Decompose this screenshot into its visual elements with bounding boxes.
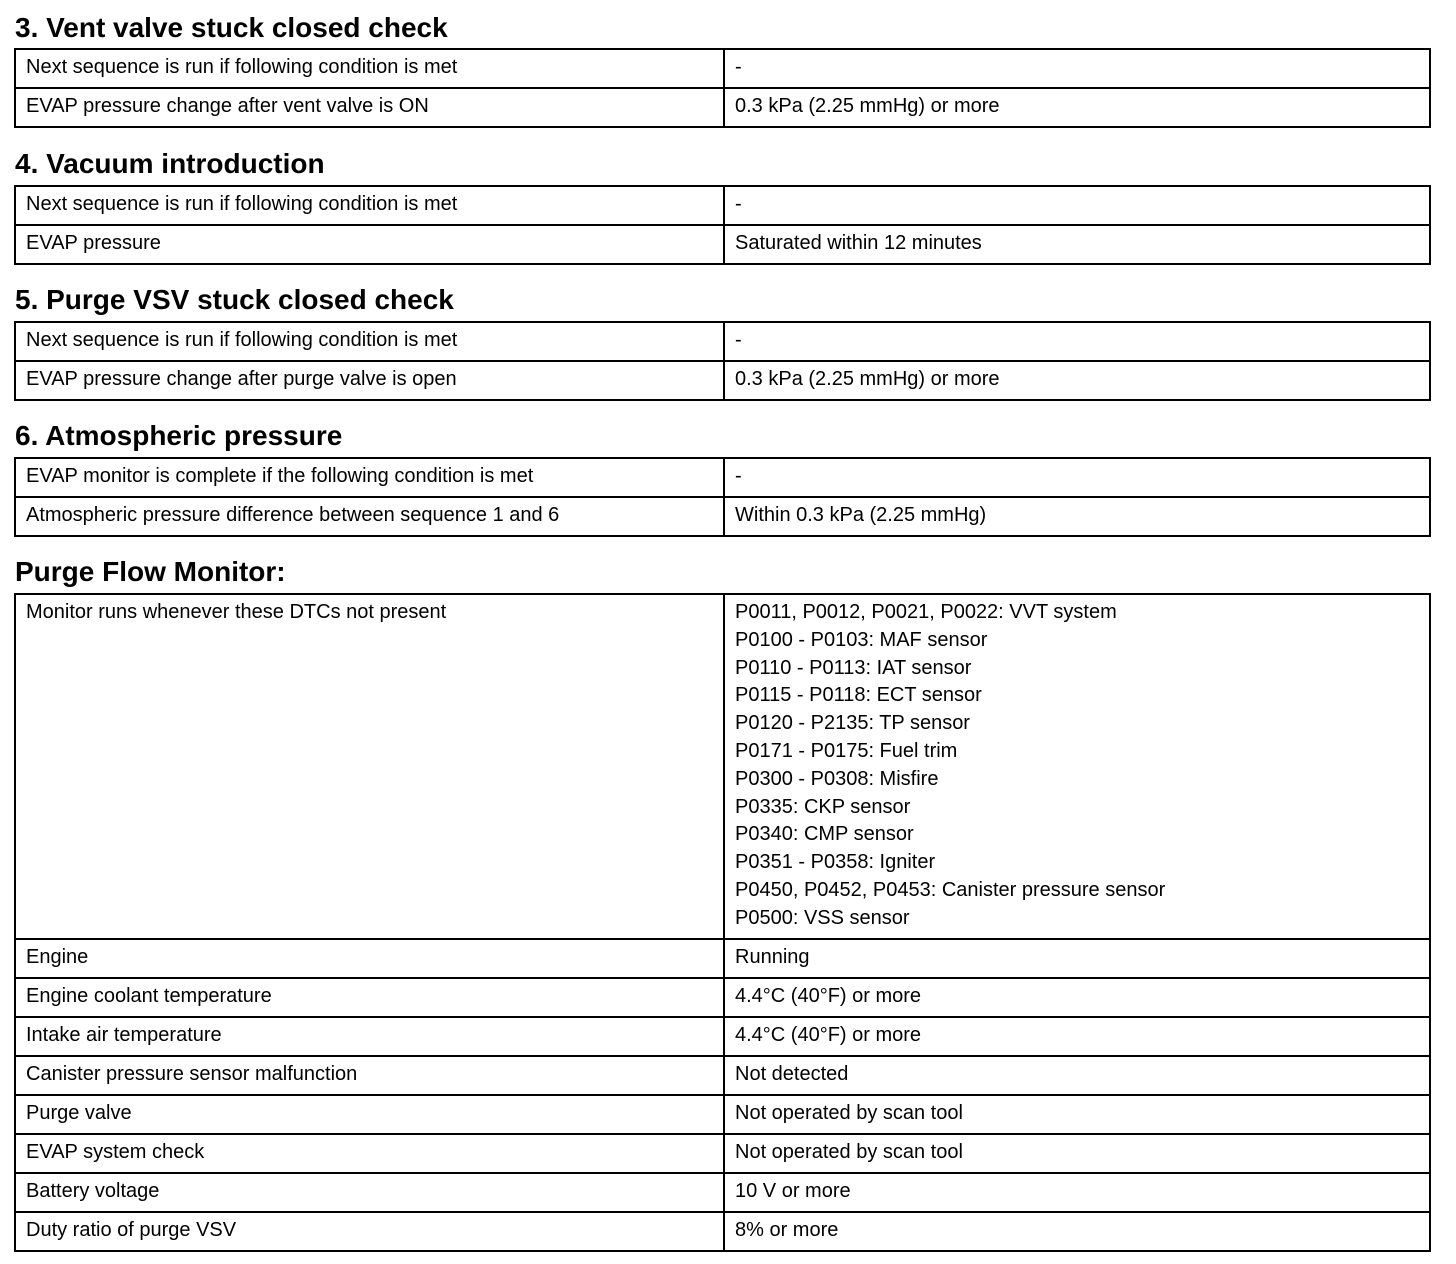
condition-label: Next sequence is run if following condition is met xyxy=(15,49,724,88)
table-row xyxy=(15,225,1430,264)
condition-label: Purge valve xyxy=(15,1095,724,1134)
condition-label: Next sequence is run if following condition is met xyxy=(15,186,724,225)
condition-label: Next sequence is run if following condition is met xyxy=(15,322,724,361)
dtc-item: P0450, P0452, P0453: Canister pressure sensor xyxy=(735,878,1166,901)
condition-label: EVAP system check xyxy=(15,1134,724,1173)
condition-label: Engine xyxy=(15,939,724,978)
table-row xyxy=(15,978,1430,1017)
table-row xyxy=(15,939,1430,978)
dtc-item: P0110 - P0113: IAT sensor xyxy=(735,656,972,679)
condition-value: - xyxy=(724,186,1430,225)
dtc-item: P0300 - P0308: Misfire xyxy=(735,767,939,790)
condition-value: - xyxy=(724,322,1430,361)
condition-label: Battery voltage xyxy=(15,1173,724,1212)
dtc-item: P0115 - P0118: ECT sensor xyxy=(735,684,982,707)
condition-value: 4.4°C (40°F) or more xyxy=(724,1017,1430,1056)
table-row xyxy=(15,1017,1430,1056)
condition-label: Canister pressure sensor malfunction xyxy=(15,1056,724,1095)
condition-value: 4.4°C (40°F) or more xyxy=(724,978,1430,1017)
condition-value: Within 0.3 kPa (2.25 mmHg) xyxy=(724,497,1430,536)
condition-value: Not detected xyxy=(724,1056,1430,1095)
condition-value: - xyxy=(724,458,1430,497)
section-3-title: 3. Vent valve stuck closed check xyxy=(15,12,448,43)
section-6-table xyxy=(14,457,1431,537)
dtc-item: P0100 - P0103: MAF sensor xyxy=(735,628,988,651)
condition-value: Saturated within 12 minutes xyxy=(724,225,1430,264)
table-row xyxy=(15,497,1430,536)
condition-value: Not operated by scan tool xyxy=(724,1134,1430,1173)
condition-value: 10 V or more xyxy=(724,1173,1430,1212)
table-row xyxy=(15,458,1430,497)
condition-value: 8% or more xyxy=(724,1212,1430,1251)
condition-value: 0.3 kPa (2.25 mmHg) or more xyxy=(724,361,1430,400)
table-row xyxy=(15,186,1430,225)
table-row xyxy=(15,1134,1430,1173)
condition-value: Running xyxy=(724,939,1430,978)
purge-flow-title: Purge Flow Monitor: xyxy=(15,556,286,587)
table-row xyxy=(15,1095,1430,1134)
dtc-item: P0120 - P2135: TP sensor xyxy=(735,712,970,735)
table-row xyxy=(15,49,1430,88)
condition-value: - xyxy=(724,49,1430,88)
section-5-table xyxy=(14,321,1431,401)
table-row xyxy=(15,322,1430,361)
dtc-item: P0335: CKP sensor xyxy=(735,795,911,818)
condition-value: Not operated by scan tool xyxy=(724,1095,1430,1134)
table-row xyxy=(15,594,1430,939)
dtc-item: P0351 - P0358: Igniter xyxy=(735,851,936,874)
condition-label: Engine coolant temperature xyxy=(15,978,724,1017)
condition-label: EVAP pressure xyxy=(15,225,724,264)
condition-label: Intake air temperature xyxy=(15,1017,724,1056)
dtc-label: Monitor runs whenever these DTCs not present xyxy=(15,594,724,939)
section-4-table xyxy=(14,185,1431,265)
dtc-item: P0171 - P0175: Fuel trim xyxy=(735,739,958,762)
condition-label: Atmospheric pressure difference between sequence 1 and 6 xyxy=(15,497,724,536)
dtc-item: P0011, P0012, P0021, P0022: VVT system xyxy=(735,601,1117,623)
condition-label: EVAP monitor is complete if the following condition is met xyxy=(15,458,724,497)
condition-label: EVAP pressure change after purge valve is open xyxy=(15,361,724,400)
section-3-table xyxy=(14,48,1431,128)
section-6-title: 6. Atmospheric pressure xyxy=(15,420,343,451)
table-row xyxy=(15,1056,1430,1095)
section-4-title: 4. Vacuum introduction xyxy=(15,148,325,179)
condition-label: EVAP pressure change after vent valve is ON xyxy=(15,88,724,127)
table-row xyxy=(15,1212,1430,1251)
table-row xyxy=(15,1173,1430,1212)
dtc-item: P0500: VSS sensor xyxy=(735,906,910,929)
table-row xyxy=(15,88,1430,127)
dtc-item: P0340: CMP sensor xyxy=(735,823,914,846)
condition-label: Duty ratio of purge VSV xyxy=(15,1212,724,1251)
condition-value: 0.3 kPa (2.25 mmHg) or more xyxy=(724,88,1430,127)
section-5-title: 5. Purge VSV stuck closed check xyxy=(15,284,454,315)
purge-flow-table xyxy=(14,593,1431,1252)
dtc-list xyxy=(724,594,1430,939)
table-row xyxy=(15,361,1430,400)
